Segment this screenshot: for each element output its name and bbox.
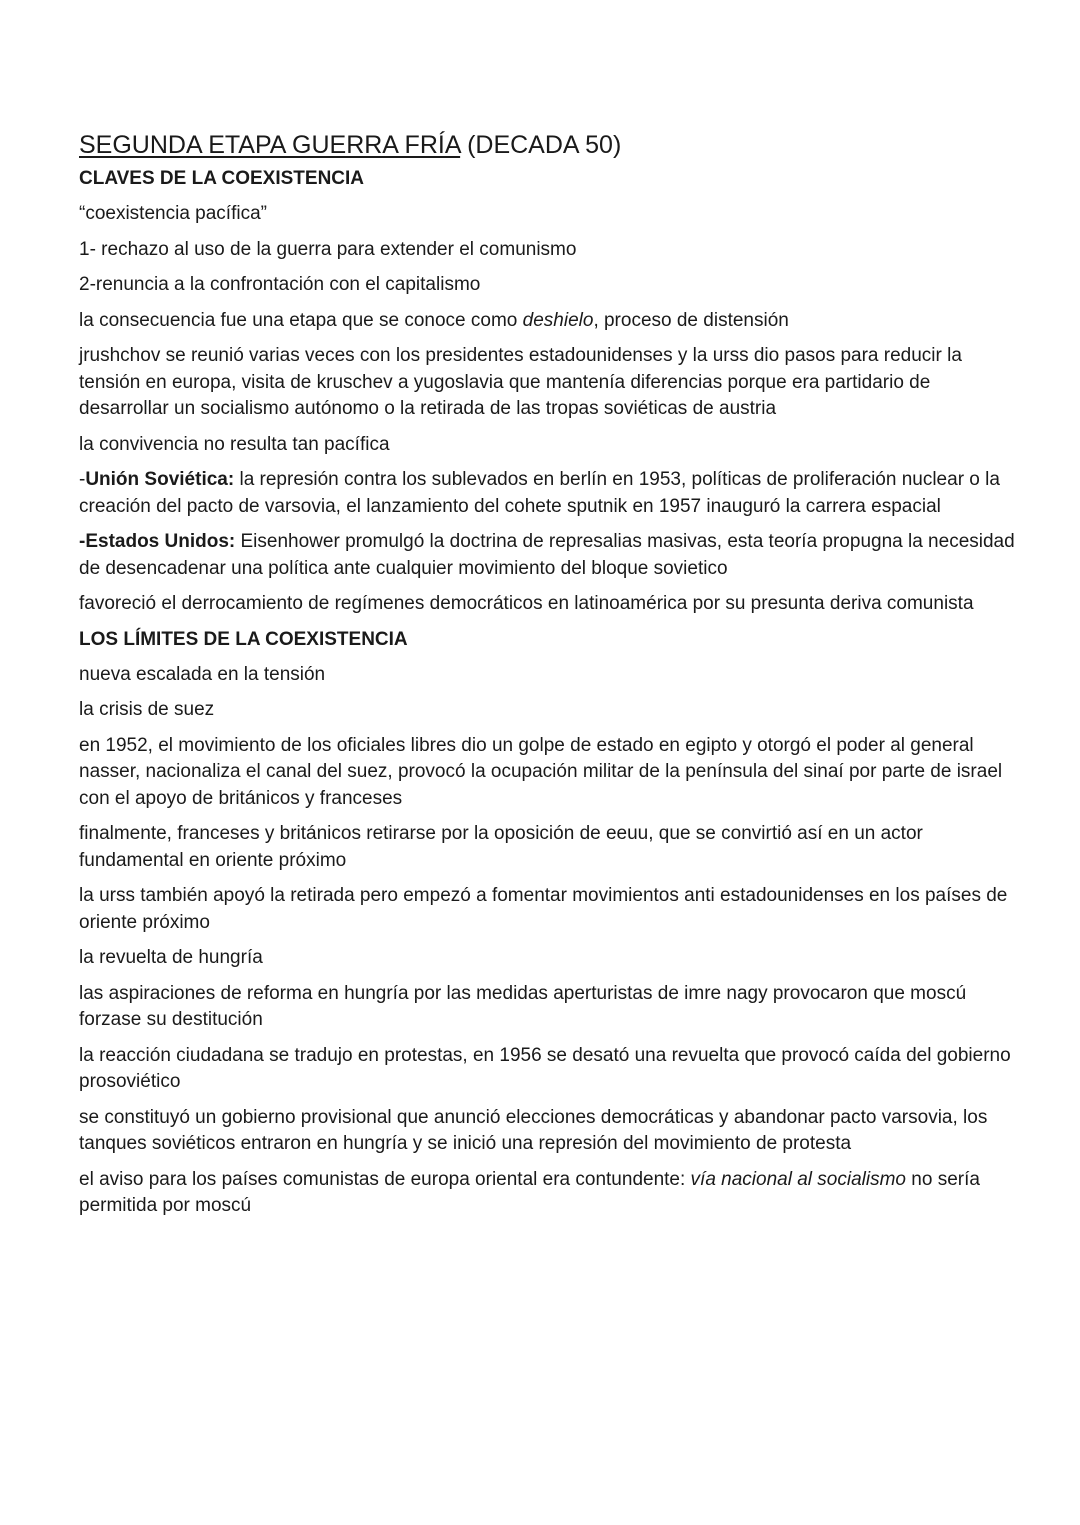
- title-underlined: SEGUNDA ETAPA GUERRA FRÍA: [79, 131, 461, 159]
- heading-claves: CLAVES DE LA COEXISTENCIA: [79, 168, 365, 189]
- usa-paragraph: [79, 529, 1019, 582]
- suez-paragraph-1: en 1952, el movimiento de los oficiales libres dio un golpe de estado en egipto y otorgó el poder al general nasser, nacionaliza el canal del suez, provocó la ocupación militar de la península del sinaí por parte de israel con el apoyo de británicos y franceses: [79, 734, 1003, 809]
- urss-label: Unión Soviética:: [85, 469, 235, 490]
- usa-text: Eisenhower promulgó la doctrina de represalias masivas, esta teoría propugna la necesidad de desencadenar una política ante cualquier movimiento del bloque sovietico: [79, 531, 1015, 579]
- aviso-emphasis: vía nacional al socialismo: [690, 1168, 906, 1190]
- hungria-paragraph-1: las aspiraciones de reforma en hungría por las medidas aperturistas de imre nagy provocaron que moscú forzase su destitución: [79, 982, 967, 1030]
- aviso-paragraph: [79, 1167, 1019, 1220]
- usa-label: -Estados Unidos:: [79, 531, 236, 552]
- document-page: [79, 128, 1019, 1229]
- point-1: 1- rechazo al uso de la guerra para extender el comunismo: [79, 238, 577, 260]
- urss-dash: -: [79, 469, 86, 490]
- jrushchov-paragraph: jrushchov se reunió varias veces con los presidentes estadounidenses y la urss dio pasos para reducir la tensión en europa, visita de kruschev a yugoslavia que mantenía diferencias porque era partidario de desarrollar un socialismo autónomo o la retirada de las tropas soviéticas de austria: [79, 345, 962, 419]
- suez-paragraph-3: la urss también apoyó la retirada pero empezó a fomentar movimientos anti estadounidenses en los países de oriente próximo: [79, 885, 1008, 933]
- consequence-pre: la consecuencia fue una etapa que se conoce como: [79, 309, 523, 331]
- heading-limites: LOS LÍMITES DE LA COEXISTENCIA: [79, 628, 408, 650]
- consequence-emphasis: deshielo: [522, 309, 594, 331]
- suez-paragraph-2: finalmente, franceses y británicos retirarse por la oposición de eeuu, que se convirtió así en un actor fundamental en oriente próximo: [79, 823, 923, 871]
- page-title: [79, 128, 1019, 162]
- consequence-post: , proceso de distensión: [593, 309, 789, 331]
- hungria-title: la revuelta de hungría: [79, 947, 263, 968]
- escalada-paragraph: nueva escalada en la tensión: [79, 663, 326, 685]
- quote-coexistencia: “coexistencia pacífica”: [79, 203, 267, 224]
- consequence-paragraph: [79, 308, 1019, 335]
- point-2: 2-renuncia a la confrontación con el capitalismo: [79, 274, 481, 295]
- hungria-paragraph-2: la reacción ciudadana se tradujo en protestas, en 1956 se desató una revuelta que provocó caída del gobierno prosoviético: [79, 1044, 1011, 1092]
- urss-text: la represión contra los sublevados en berlín en 1953, políticas de proliferación nuclear o la creación del pacto de varsovia, el lanzamiento del cohete sputnik en 1957 inauguró la carrera espacial: [79, 469, 1000, 517]
- title-rest: (DECADA 50): [460, 131, 622, 159]
- aviso-post: no sería permitida por moscú: [79, 1168, 980, 1216]
- hungria-paragraph-3: se constituyó un gobierno provisional que anunció elecciones democráticas y abandonar pacto varsovia, los tanques soviéticos entraron en hungría y se inició una represión del movimiento de protesta: [79, 1106, 988, 1154]
- aviso-pre: el aviso para los países comunistas de europa oriental era contundente:: [79, 1168, 691, 1190]
- urss-paragraph: [79, 467, 1019, 520]
- convivencia-paragraph: la convivencia no resulta tan pacífica: [79, 433, 390, 455]
- latam-paragraph: favoreció el derrocamiento de regímenes democráticos en latinoamérica por su presunta deriva comunista: [79, 593, 974, 614]
- suez-title: la crisis de suez: [79, 699, 215, 720]
